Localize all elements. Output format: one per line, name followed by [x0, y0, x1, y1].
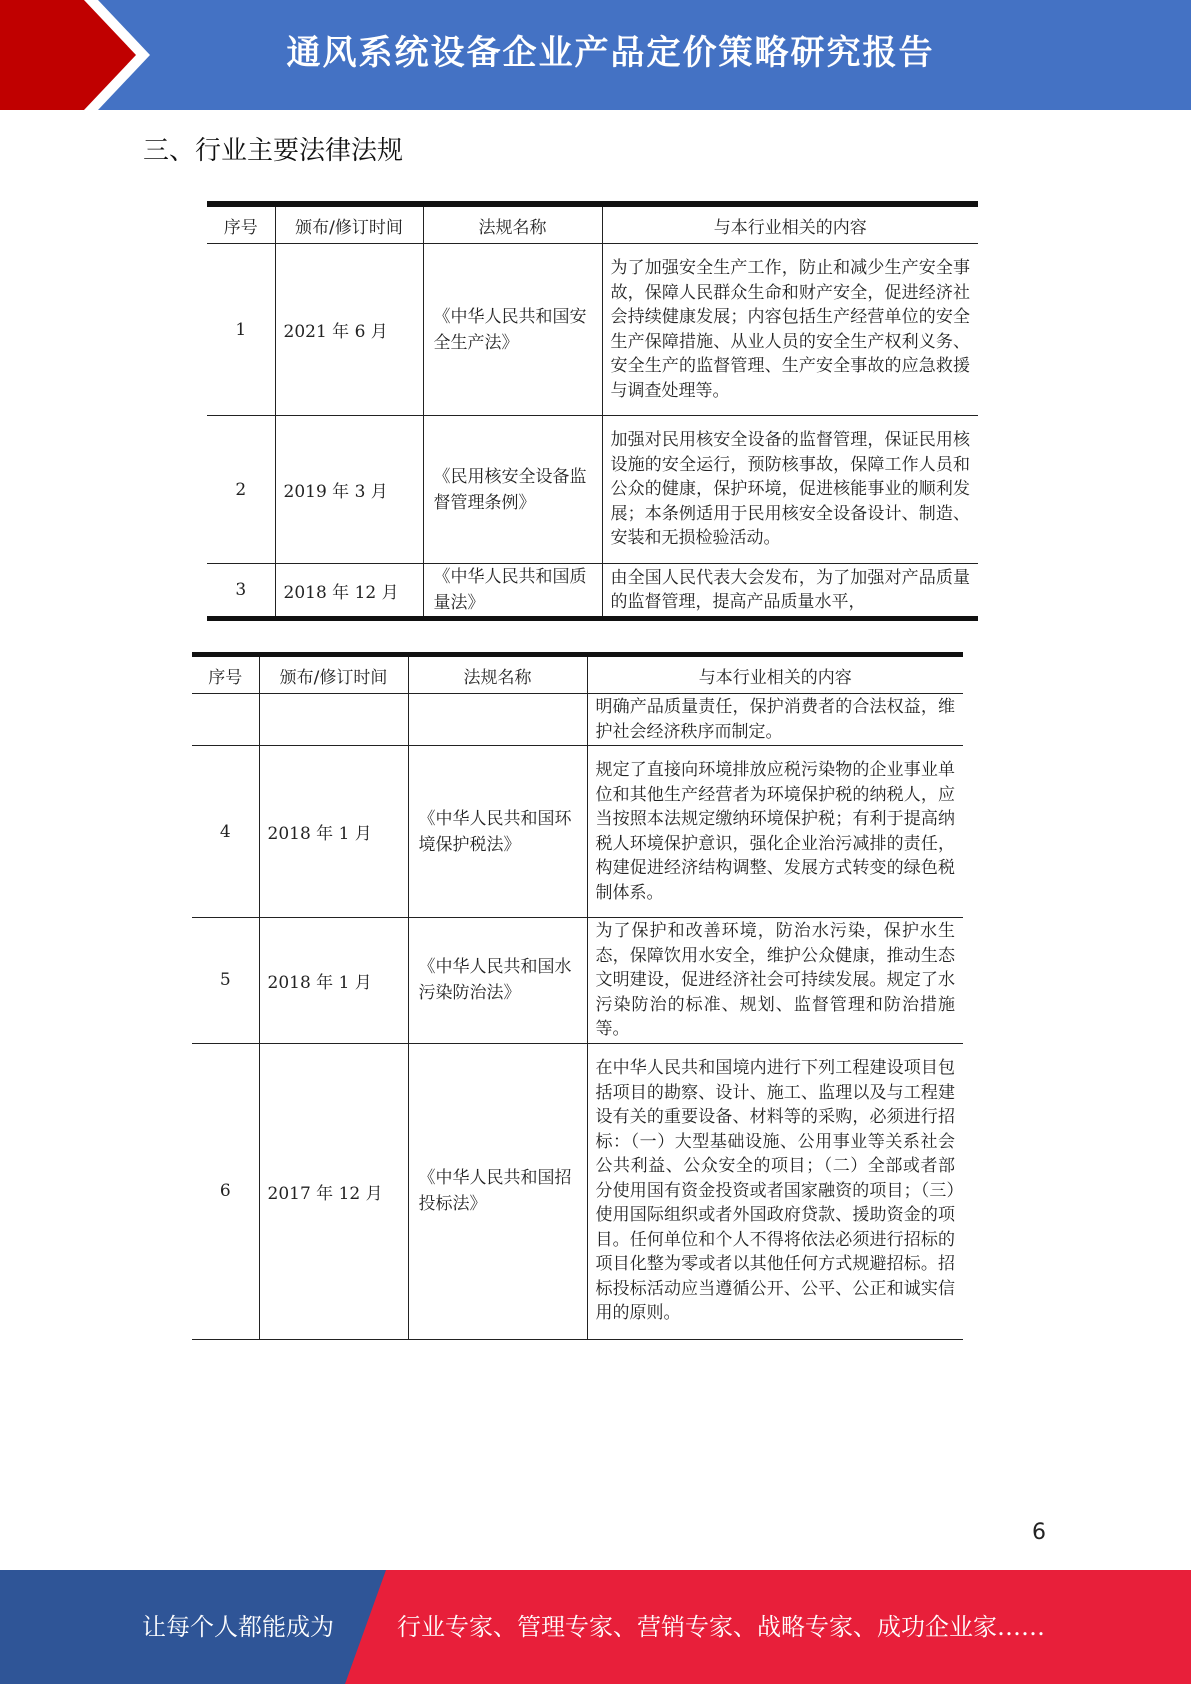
col-header-date: 颁布/修订时间	[275, 204, 423, 244]
row-date: 2018 年 1 月	[259, 746, 408, 918]
row-law-name: 《中华人民共和国质量法》	[423, 564, 602, 619]
section-title: 三、行业主要法律法规	[143, 136, 404, 166]
row-content: 加强对民用核安全设备的监督管理，保证民用核设施的安全运行，预防核事故，保障工作人员和公众的健康，保护环境，促进核能事业的顺利发展；本条例适用于民用核安全设备设计、制造、安装和无损检验活动。	[602, 416, 978, 564]
row-law-name: 《中华人民共和国招投标法》	[408, 1043, 587, 1339]
row-law-name: 《民用核安全设备监督管理条例》	[423, 416, 602, 564]
col-header-name: 法规名称	[408, 655, 587, 694]
row-content: 规定了直接向环境排放应税污染物的企业事业单位和其他生产经营者为环境保护税的纳税人，应当按照本法规定缴纳环境保护税；有利于提高纳税人环境保护意识，强化企业治污减排的责任，构建促进经济结构调整、发展方式转变的绿色税制体系。	[587, 746, 963, 918]
footer-slogan-left: 让每个人都能成为	[142, 1613, 334, 1641]
row-no	[192, 694, 259, 746]
col-header-name: 法规名称	[423, 204, 602, 244]
row-date: 2017 年 12 月	[259, 1043, 408, 1339]
page-number: 6	[1032, 1520, 1046, 1545]
row-content: 为了加强安全生产工作，防止和减少生产安全事故，保障人民群众生命和财产安全，促进经济社会持续健康发展；内容包括生产经营单位的安全生产保障措施、从业人员的安全生产权利义务、安全生产的监督管理、生产安全事故的应急救援与调查处理等。	[602, 244, 978, 416]
regulations-table-2	[192, 652, 963, 1340]
col-header-no: 序号	[207, 204, 275, 244]
table-header-row	[192, 655, 963, 694]
col-header-content: 与本行业相关的内容	[587, 655, 963, 694]
col-header-no: 序号	[192, 655, 259, 694]
table-row	[207, 564, 978, 619]
table-header-row	[207, 204, 978, 244]
row-law-name: 《中华人民共和国环境保护税法》	[408, 746, 587, 918]
row-date: 2021 年 6 月	[275, 244, 423, 416]
header-arrow-decoration	[0, 0, 150, 110]
table-row	[192, 746, 963, 918]
footer-banner	[0, 1570, 1191, 1684]
row-content: 为了保护和改善环境，防治水污染，保护水生态，保障饮用水安全，维护公众健康，推动生态文明建设，促进经济社会可持续发展。规定了水污染防治的标准、规划、监督管理和防治措施等。	[587, 918, 963, 1044]
row-no: 1	[207, 244, 275, 416]
table-row	[192, 694, 963, 746]
col-header-content: 与本行业相关的内容	[602, 204, 978, 244]
row-no: 4	[192, 746, 259, 918]
regulations-table-1	[207, 201, 978, 621]
row-no: 5	[192, 918, 259, 1044]
row-no: 6	[192, 1043, 259, 1339]
row-content: 由全国人民代表大会发布，为了加强对产品质量的监督管理，提高产品质量水平，	[602, 564, 978, 619]
row-date: 2019 年 3 月	[275, 416, 423, 564]
row-law-name: 《中华人民共和国水污染防治法》	[408, 918, 587, 1044]
header-banner	[0, 0, 1191, 110]
row-no: 3	[207, 564, 275, 619]
row-content: 在中华人民共和国境内进行下列工程建设项目包括项目的勘察、设计、施工、监理以及与工程建设有关的重要设备、材料等的采购，必须进行招标：（一）大型基础设施、公用事业等关系社会公共利益、公众安全的项目；（二）全部或者部分使用国有资金投资或者国家融资的项目；（三）使用国际组织或者外国政府贷款、援助资金的项目。任何单位和个人不得将依法必须进行招标的项目化整为零或者以其他任何方式规避招标。招标投标活动应当遵循公开、公平、公正和诚实信用的原则。	[587, 1043, 963, 1339]
row-date: 2018 年 12 月	[275, 564, 423, 619]
report-title: 通风系统设备企业产品定价策略研究报告	[286, 33, 935, 73]
col-header-date: 颁布/修订时间	[259, 655, 408, 694]
row-law-name	[408, 694, 587, 746]
table-row	[192, 1043, 963, 1339]
row-law-name: 《中华人民共和国安全生产法》	[423, 244, 602, 416]
row-no: 2	[207, 416, 275, 564]
table-row	[192, 918, 963, 1044]
table-row	[207, 244, 978, 416]
footer-slogan-right: 行业专家、管理专家、营销专家、战略专家、成功企业家……	[397, 1613, 1045, 1641]
row-date: 2018 年 1 月	[259, 918, 408, 1044]
row-content: 明确产品质量责任，保护消费者的合法权益，维护社会经济秩序而制定。	[587, 694, 963, 746]
row-date	[259, 694, 408, 746]
table-row	[207, 416, 978, 564]
